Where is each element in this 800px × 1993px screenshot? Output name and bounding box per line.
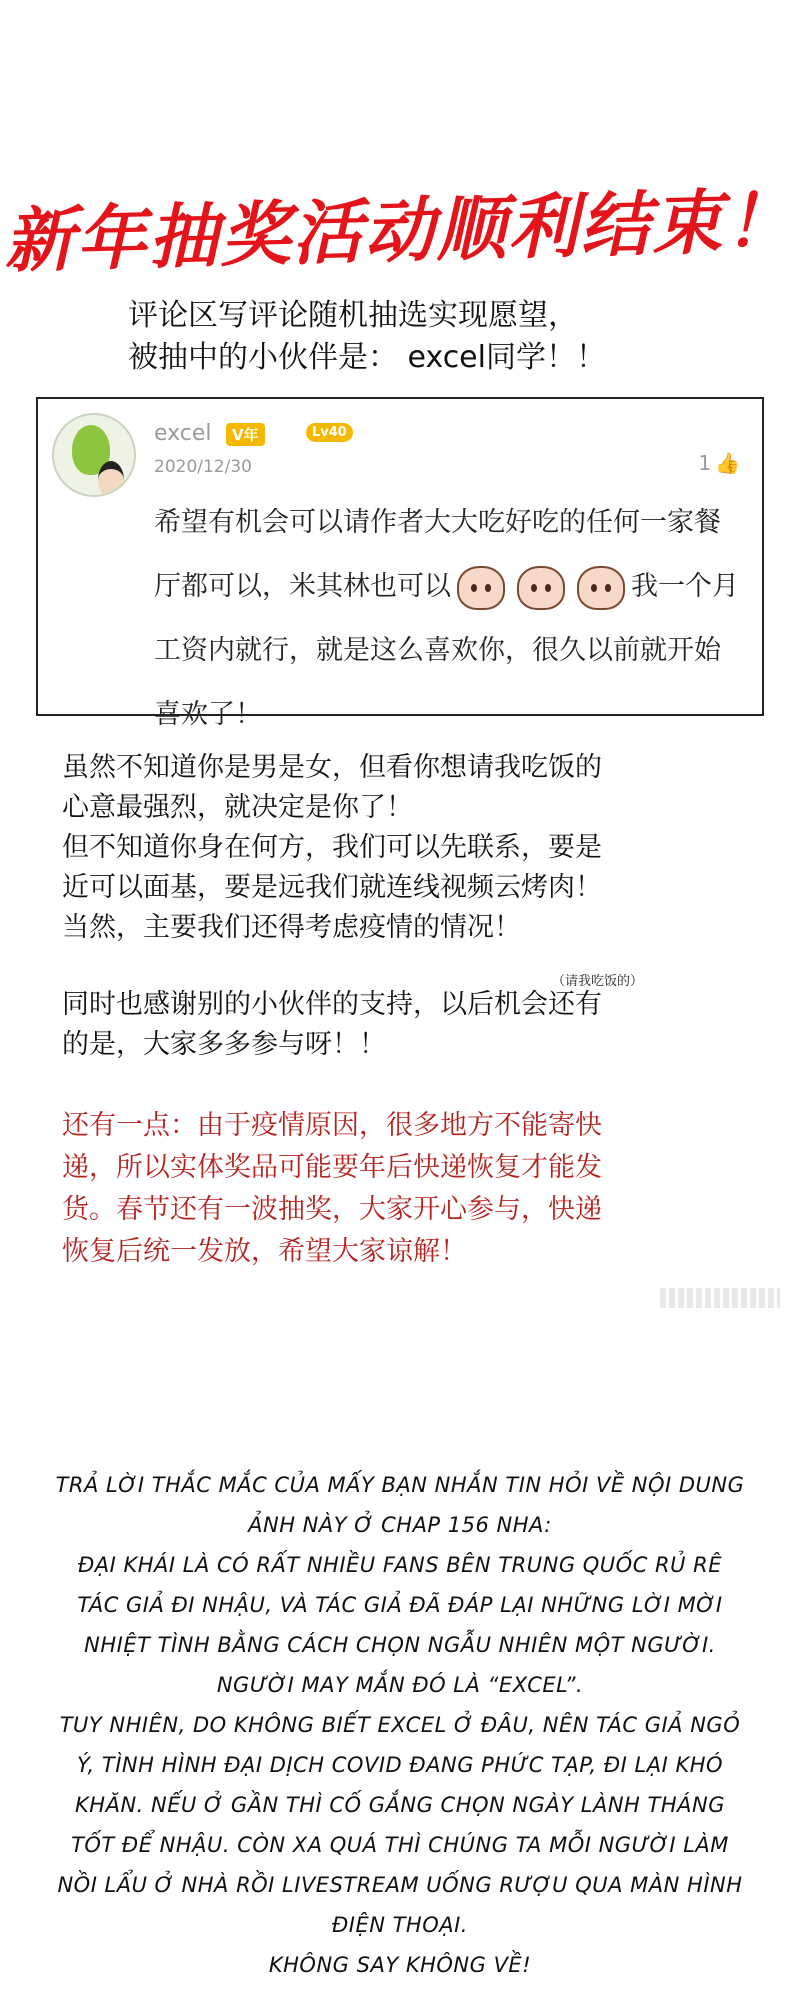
paragraph-line: 当然，主要我们还得考虑疫情的情况！	[62, 912, 521, 943]
note-line: KHĂN. NẾU Ở GẦN THÌ CỐ GẮNG CHỌN NGÀY LÀNH THÁNG	[75, 1793, 725, 1817]
kid-avatar-icon	[98, 461, 124, 497]
paragraph-line: 近可以面基，要是远我们就连线视频云烤肉！	[62, 872, 602, 903]
comment-card	[36, 397, 764, 730]
paragraph-line: 还有一点：由于疫情原因，很多地方不能寄快	[62, 1110, 602, 1141]
vip-badge: V年	[226, 423, 265, 446]
paragraph-line: 但不知道你身在何方，我们可以先联系，要是	[62, 832, 602, 863]
paragraph-line: 虽然不知道你是男是女，但看你想请我吃饭的	[62, 752, 602, 783]
thanks-paragraph	[62, 985, 762, 1065]
blushing-face-emoji-icon	[577, 566, 625, 610]
comment-username[interactable]: excel	[154, 421, 212, 446]
intro-line: 评论区写评论随机抽选实现愿望，	[128, 298, 578, 333]
blushing-face-emoji-icon	[457, 566, 505, 610]
response-paragraph	[62, 748, 762, 948]
note-line: TRẢ LỜI THẮC MẮC CỦA MẤY BẠN NHẮN TIN HỎI VỀ NỘI DUNG	[55, 1473, 745, 1497]
notice-paragraph	[62, 1105, 762, 1273]
note-line: TUY NHIÊN, DO KHÔNG BIẾT EXCEL Ở ĐÂU, NÊN TÁC GIẢ NGỎ	[59, 1713, 741, 1737]
paragraph-line: 恢复后统一发放，希望大家谅解！	[62, 1236, 467, 1267]
blushing-face-emoji-icon	[517, 566, 565, 610]
comment-text-part: 我一个月工资内就行，就是这么喜欢你，很久以前就开始喜欢了！	[154, 571, 739, 730]
paragraph-line: 的是，大家多多参与呀！！	[62, 1029, 386, 1060]
note-line: ĐIỆN THOẠI.	[331, 1913, 468, 1937]
note-line: Ý, TÌNH HÌNH ĐẠI DỊCH COVID ĐANG PHỨC TẠP, ĐI LẠI KHÓ	[76, 1753, 724, 1777]
note-line: ĐẠI KHÁI LÀ CÓ RẤT NHIỀU FANS BÊN TRUNG QUỐC RỦ RÊ	[77, 1553, 723, 1577]
avatar[interactable]	[52, 413, 136, 497]
like-count: 1	[698, 451, 712, 475]
paragraph-line: 递，所以实体奖品可能要年后快递恢复才能发	[62, 1152, 602, 1183]
announcement-title: 新年抽奖活动顺利结束！	[3, 178, 798, 283]
thumbs-up-icon: 👍	[715, 451, 740, 475]
note-line: NHIỆT TÌNH BẰNG CÁCH CHỌN NGẪU NHIÊN MỘT NGƯỜI.	[84, 1633, 716, 1657]
note-line: TÁC GIẢ ĐI NHẬU, VÀ TÁC GIẢ ĐÃ ĐÁP LẠI NHỮNG LỜI MỜI	[77, 1593, 723, 1617]
like-button[interactable]	[698, 451, 740, 475]
note-line: KHÔNG SAY KHÔNG VỀ!	[268, 1953, 532, 1977]
intro-text	[128, 295, 606, 379]
note-line: NỒI LẨU Ở NHÀ RỒI LIVESTREAM UỐNG RƯỢU QUA MÀN HÌNH	[57, 1873, 743, 1897]
note-line: NGƯỜI MAY MẮN ĐÓ LÀ “EXCEL”.	[216, 1673, 584, 1697]
comment-text-part: 希望有机会可以请作者大大吃好吃的任何一家餐厅都可以，米其林也可以	[154, 507, 721, 602]
intro-line: 被抽中的小伙伴是： excel同学！！	[128, 340, 606, 375]
level-badge: Lv40	[306, 423, 353, 442]
paragraph-line: 货。春节还有一波抽奖，大家开心参与，快递	[62, 1194, 602, 1225]
comment-body	[154, 491, 744, 747]
paragraph-line: 同时也感谢别的小伙伴的支持，以后机会还有	[62, 989, 602, 1020]
comment-date: 2020/12/30	[154, 457, 252, 477]
paragraph-line: 心意最强烈，就决定是你了！	[62, 792, 413, 823]
note-line: ẢNH NÀY Ở CHAP 156 NHA:	[248, 1513, 552, 1537]
translator-note	[30, 1465, 770, 1985]
small-annotation: （请我吃饭的）	[552, 974, 644, 989]
note-line: TỐT ĐỂ NHẬU. CÒN XA QUÁ THÌ CHÚNG TA MỖI NGƯỜI LÀM	[71, 1833, 729, 1857]
watermark	[660, 1288, 780, 1308]
